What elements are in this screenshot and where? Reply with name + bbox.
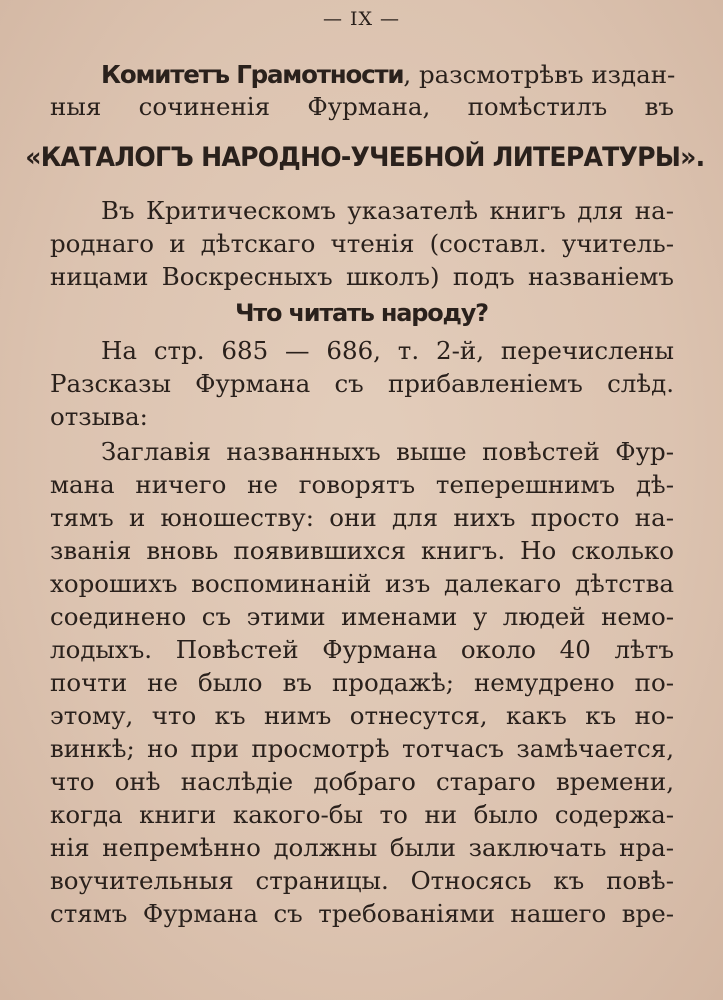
committee-name: Комитетъ Грамотности — [101, 60, 404, 89]
quote-line: что онѣ наслѣдіе добраго стараго времени, — [50, 767, 674, 796]
subheading: Что читать народу? — [235, 299, 488, 327]
quote-line: хорошихъ воспоминаній изъ далекаго дѣтства — [50, 569, 674, 598]
page-number: — IX — — [322, 8, 401, 30]
quote-line: соединено съ этими именами у людей немо- — [50, 602, 674, 631]
paragraph-3-line-3: отзыва: — [50, 402, 148, 431]
quote-line: званія вновь появившихся книгъ. Но сколько — [50, 536, 674, 565]
quote-line: Заглавія названныхъ выше повѣстей Фур- — [101, 437, 674, 466]
paragraph-1-line-2: ныя сочиненія Фурмана, помѣстилъ въ — [50, 92, 674, 121]
paragraph-3-line-2: Разсказы Фурмана съ прибавленіемъ слѣд. — [50, 369, 674, 398]
paragraph-2-line-2: роднаго и дѣтскаго чтенія (составл. учитель- — [50, 229, 674, 258]
catalog-title: «КАТАЛОГЪ НАРОДНО-УЧЕБНОЙ ЛИТЕРАТУРЫ». — [25, 142, 705, 173]
quote-line: почти не было въ продажѣ; немудрено по- — [50, 668, 674, 697]
paragraph-2-line-1: Въ Критическомъ указателѣ книгъ для на- — [101, 196, 674, 225]
paragraph-3-line-1: На стр. 685 — 686, т. 2-й, перечислены — [101, 336, 674, 365]
paragraph-1-line-1: Комитетъ Грамотности, разсмотрѣвъ издан- — [101, 60, 676, 89]
quote-line: винкѣ; но при просмотрѣ тотчасъ замѣчается, — [50, 734, 674, 763]
quote-line: когда книги какого-бы то ни было содержа- — [50, 800, 674, 829]
quote-line: нія непремѣнно должны были заключать нра- — [50, 833, 674, 862]
quote-line: воучительныя страницы. Относясь къ повѣ- — [50, 866, 674, 895]
quote-line: этому, что къ нимъ отнесутся, какъ къ но- — [50, 701, 674, 730]
quote-line: стямъ Фурмана съ требованіями нашего вре- — [50, 899, 674, 928]
paragraph-2-line-3: ницами Воскресныхъ школъ) подъ названіемъ — [50, 262, 674, 291]
quote-line: лодыхъ. Повѣстей Фурмана около 40 лѣтъ — [50, 635, 674, 664]
quote-line: тямъ и юношеству: они для нихъ просто на- — [50, 503, 674, 532]
quote-line: мана ничего не говорятъ теперешнимъ дѣ- — [50, 470, 674, 499]
